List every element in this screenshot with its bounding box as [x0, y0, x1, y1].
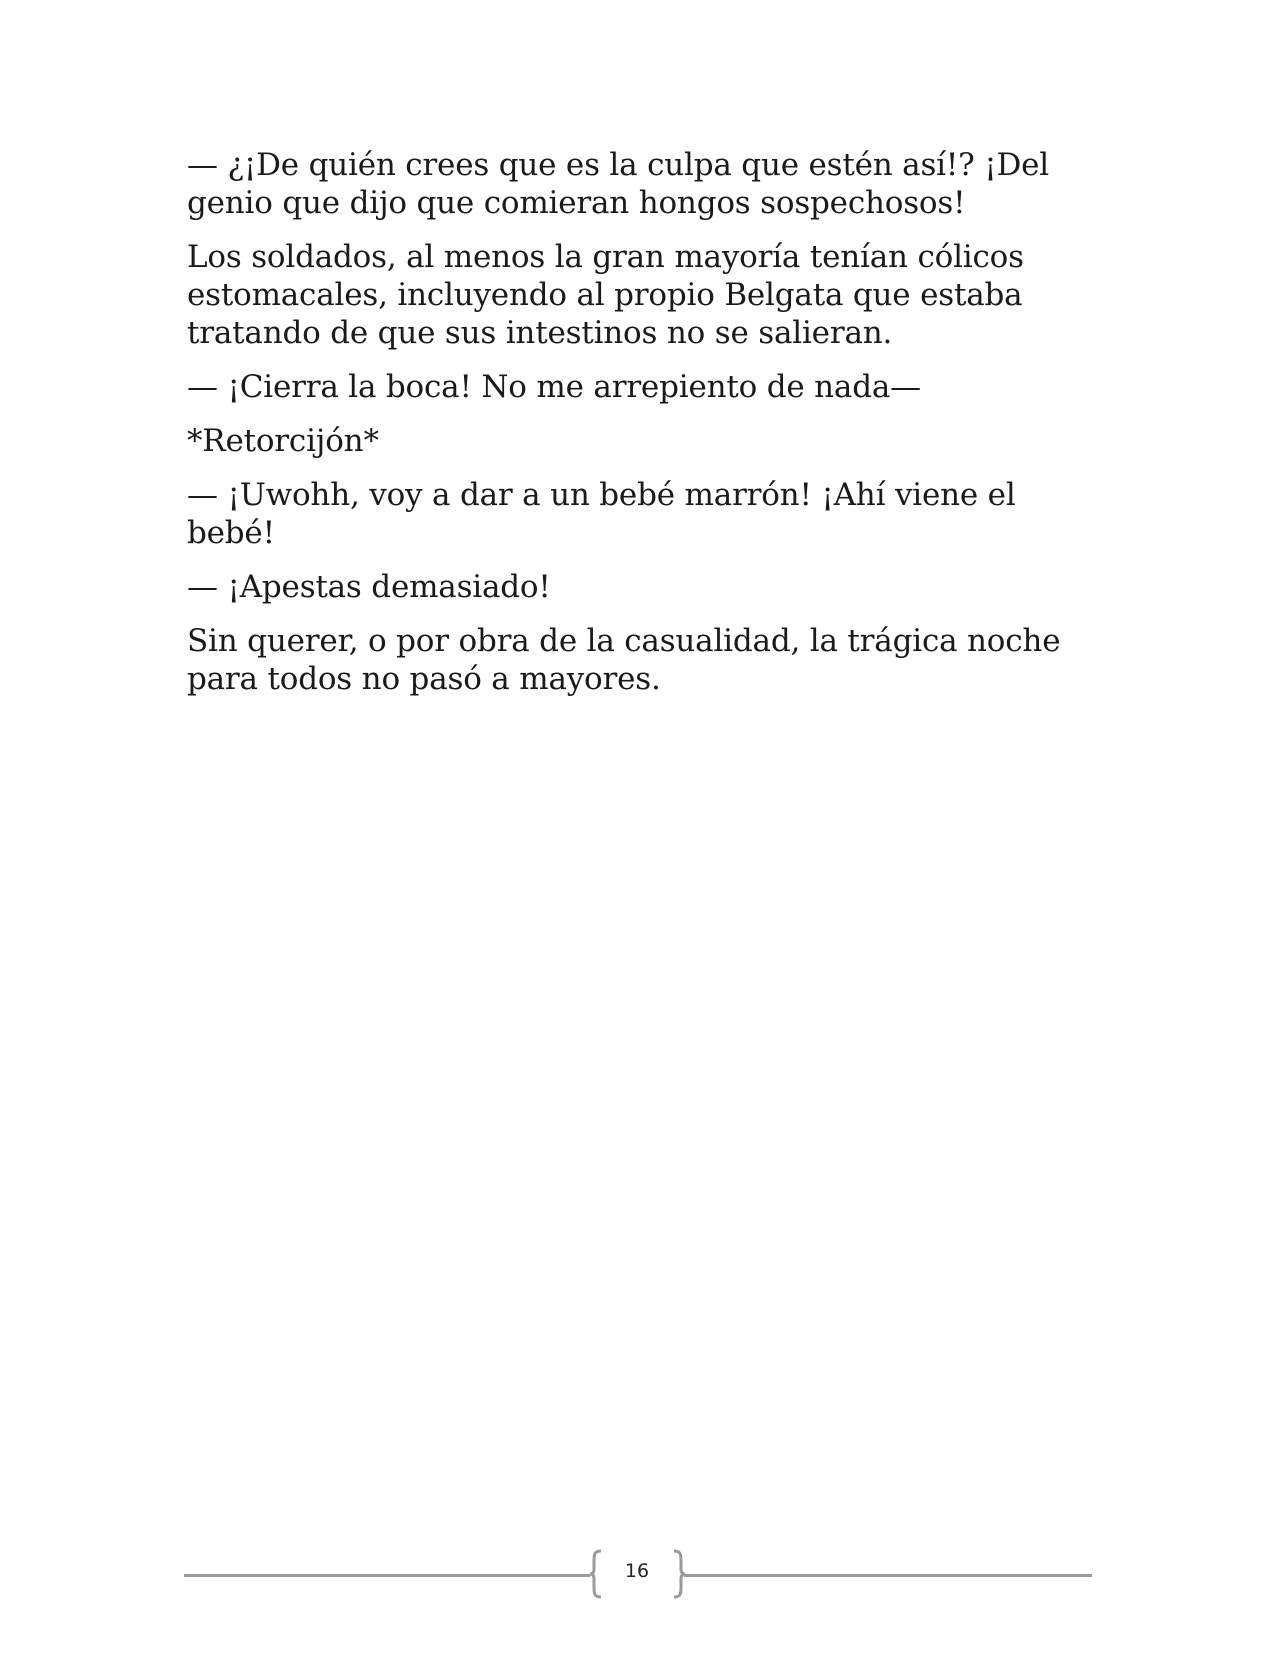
paragraph-1: — ¿¡De quién crees que es la culpa que estén así!? ¡Del genio que dijo que comieran hongos sospechosos!: [187, 147, 1049, 221]
page-number: 16: [624, 1560, 650, 1582]
page-footer: [184, 1545, 1092, 1605]
footer-rule-left: [184, 1574, 590, 1577]
paragraph-6: — ¡Apestas demasiado!: [187, 569, 551, 605]
paragraph-3: — ¡Cierra la boca! No me arrepiento de nada—: [187, 369, 921, 405]
page-body: [187, 146, 1087, 714]
paragraph-4: *Retorcijón*: [187, 423, 379, 459]
footer-rule-right: [684, 1574, 1092, 1577]
left-brace-icon: [589, 1549, 603, 1599]
paragraph-7: Sin querer, o por obra de la casualidad, la trágica noche para todos no pasó a mayores.: [187, 623, 1061, 697]
paragraph-2: Los soldados, al menos la gran mayoría tenían cólicos estomacales, incluyendo al propio Belgata que estaba tratando de que sus intestinos no se salieran.: [187, 239, 1024, 351]
paragraph-5: — ¡Uwohh, voy a dar a un bebé marrón! ¡Ahí viene el bebé!: [187, 477, 1016, 551]
